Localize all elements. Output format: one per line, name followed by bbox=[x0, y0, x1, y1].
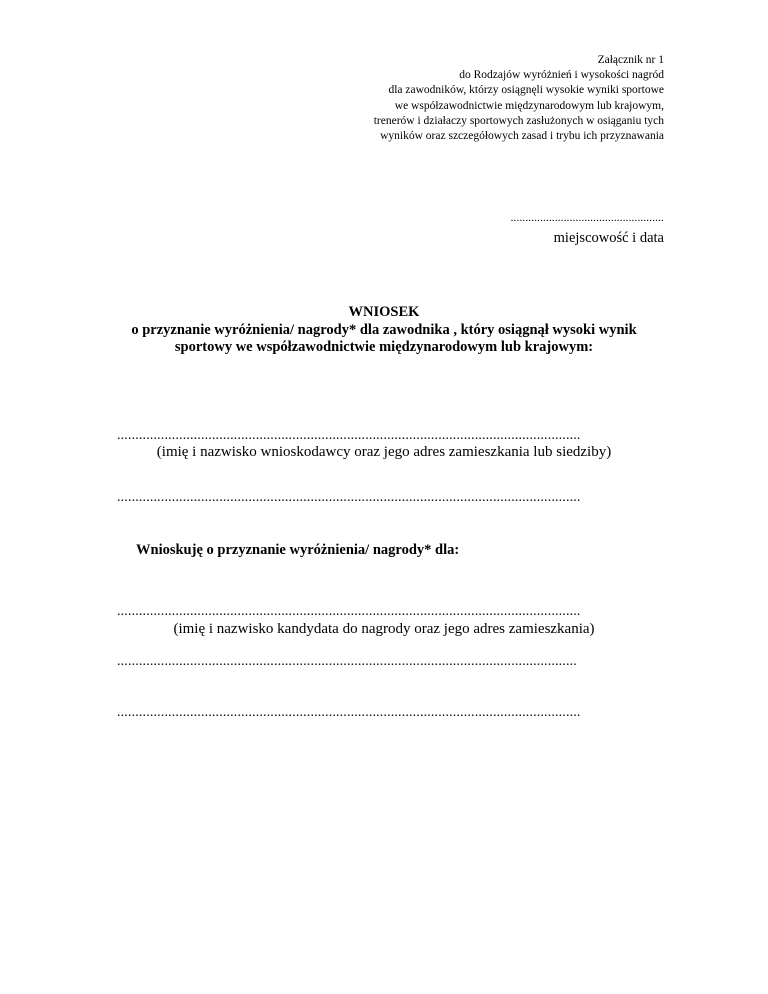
document-title bbox=[0, 304, 768, 357]
title-heading: WNIOSEK bbox=[348, 304, 420, 320]
annex-line: dla zawodników, którzy osiągnęli wysokie wyniki sportowe bbox=[388, 84, 664, 97]
place-date-block bbox=[404, 212, 664, 247]
annex-line: Załącznik nr 1 bbox=[597, 54, 664, 66]
place-date-field[interactable]: .................................................... bbox=[510, 212, 664, 224]
annex-line: we współzawodnictwie międzynarodowym lub krajowym, bbox=[394, 99, 664, 112]
candidate-name-field[interactable]: ............................................................................................................................... bbox=[117, 604, 581, 619]
applicant-address-field[interactable]: ............................................................................................................................... bbox=[117, 490, 581, 505]
candidate-extra-field[interactable]: ............................................................................................................................... bbox=[117, 705, 581, 720]
title-line-2: sportowy we współzawodnictwie międzynarodowym lub krajowym: bbox=[174, 339, 594, 355]
annex-line: do Rodzajów wyróżnień i wysokości nagród bbox=[459, 69, 664, 82]
candidate-caption: (imię i nazwisko kandydata do nagrody oraz jego adres zamieszkania) bbox=[173, 621, 595, 637]
place-date-label: miejscowość i data bbox=[553, 230, 664, 246]
applicant-name-field[interactable]: ............................................................................................................................... bbox=[117, 428, 581, 443]
annex-header bbox=[244, 53, 664, 144]
annex-line: trenerów i działaczy sportowych zasłużonych w osiąganiu tych bbox=[373, 114, 664, 127]
candidate-address-field[interactable]: .............................................................................................................................. bbox=[117, 654, 577, 669]
title-line-1: o przyznanie wyróżnienia/ nagrody* dla zawodnika , który osiągnął wysoki wynik bbox=[131, 321, 637, 338]
annex-line: wyników oraz szczegółowych zasad i trybu ich przyznawania bbox=[380, 130, 664, 143]
applicant-caption: (imię i nazwisko wnioskodawcy oraz jego adres zamieszkania lub siedziby) bbox=[156, 444, 612, 460]
request-line: Wnioskuję o przyznanie wyróżnienia/ nagrody* dla: bbox=[136, 542, 460, 558]
